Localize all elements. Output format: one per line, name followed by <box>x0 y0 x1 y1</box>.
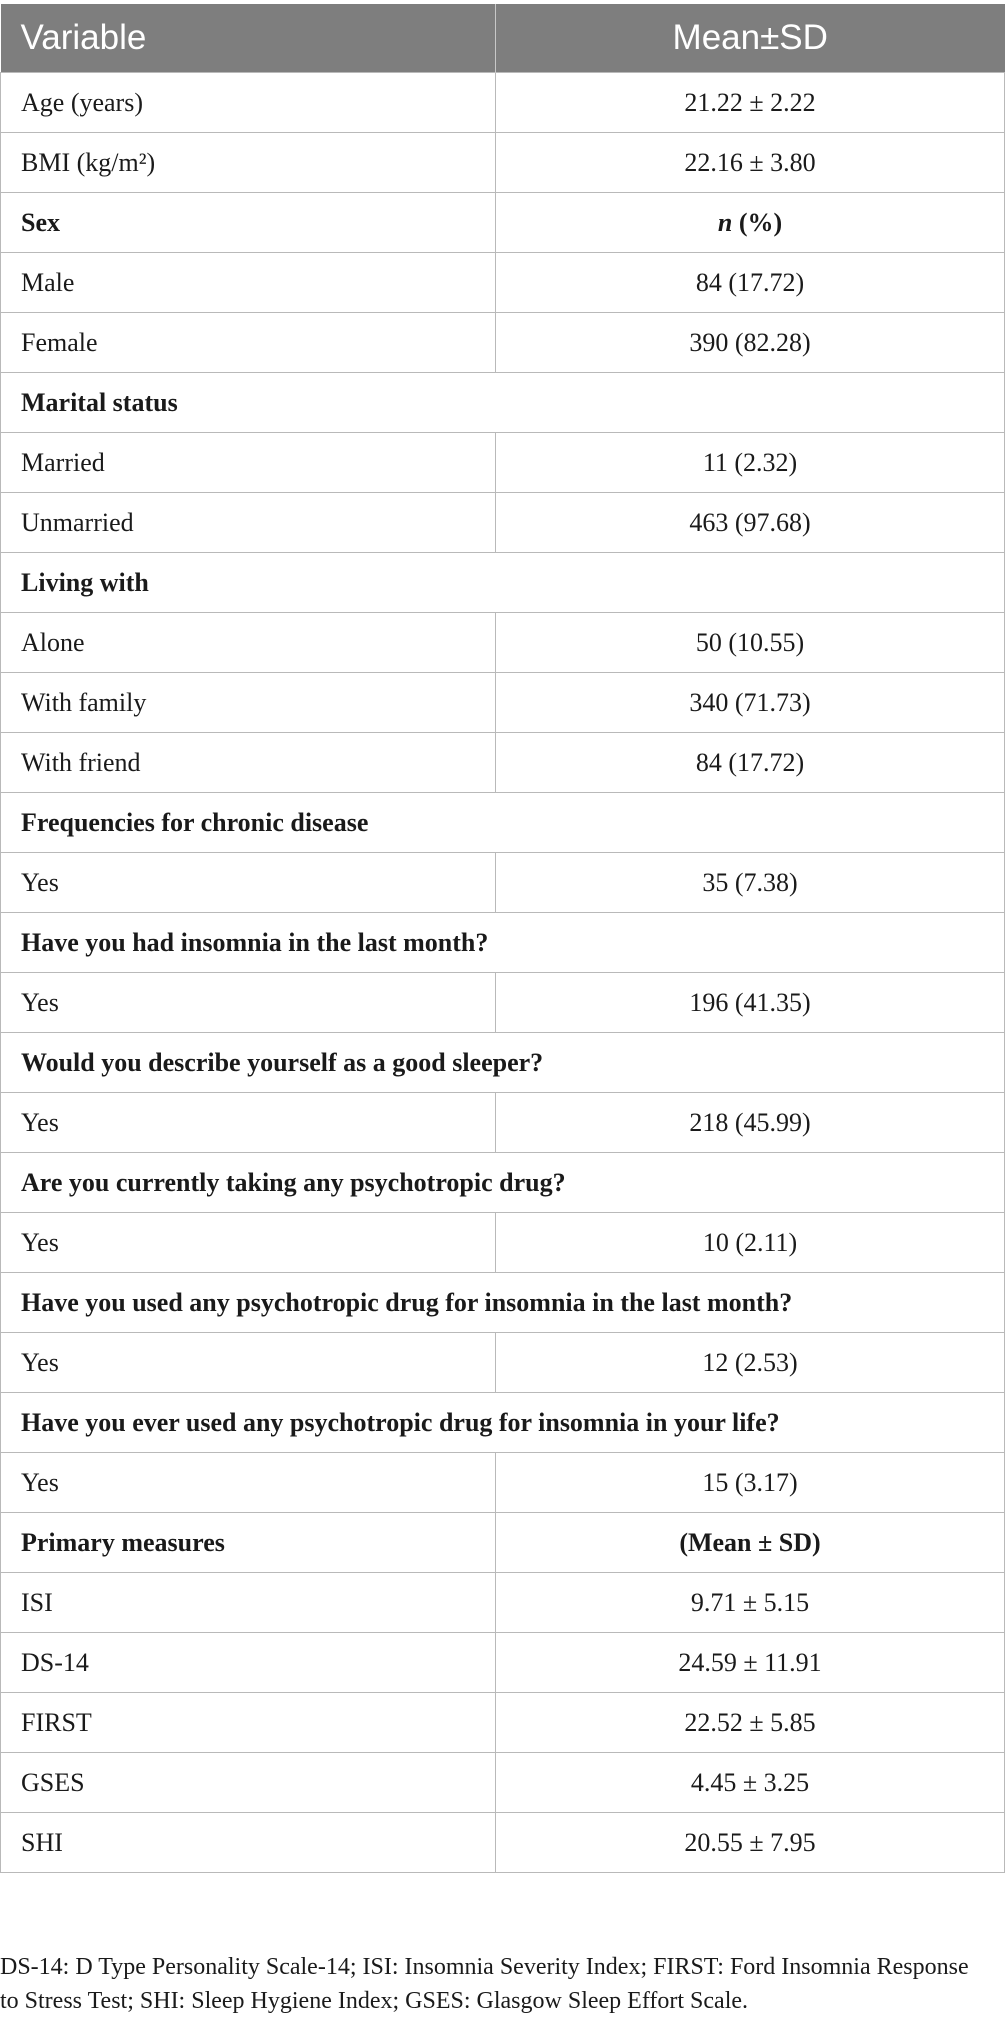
table-row <box>1 613 1005 673</box>
row-label: FIRST <box>1 1693 496 1753</box>
table-header <box>1 4 1005 73</box>
row-label: SHI <box>1 1813 496 1873</box>
header-row <box>1 4 1005 73</box>
row-label: GSES <box>1 1753 496 1813</box>
row-label: With family <box>1 673 496 733</box>
section-header-row <box>1 1153 1005 1213</box>
row-value: 50 (10.55) <box>496 613 1005 673</box>
table-row <box>1 1573 1005 1633</box>
section-label: Primary measures <box>1 1513 496 1573</box>
table-container <box>0 4 1005 1873</box>
section-label: Have you ever used any psychotropic drug for insomnia in your life? <box>1 1393 1005 1453</box>
section-label: Marital status <box>1 373 1005 433</box>
row-label: Yes <box>1 1093 496 1153</box>
table-row <box>1 493 1005 553</box>
section-label: Have you used any psychotropic drug for insomnia in the last month? <box>1 1273 1005 1333</box>
table-row <box>1 313 1005 373</box>
section-label: Have you had insomnia in the last month? <box>1 913 1005 973</box>
row-value: 463 (97.68) <box>496 493 1005 553</box>
row-label: Age (years) <box>1 73 496 133</box>
row-label: Yes <box>1 853 496 913</box>
row-label: Yes <box>1 1213 496 1273</box>
table-row <box>1 733 1005 793</box>
table-row <box>1 133 1005 193</box>
row-label: Yes <box>1 1333 496 1393</box>
row-label: Unmarried <box>1 493 496 553</box>
table-footnote: DS-14: D Type Personality Scale-14; ISI: Insomnia Severity Index; FIRST: Ford Insomnia Response to Stress Test; SHI: Sleep Hygiene Index; GSES: Glasgow Sleep Effort Scale. <box>0 1954 969 2014</box>
table-row <box>1 73 1005 133</box>
section-label: Would you describe yourself as a good sleeper? <box>1 1033 1005 1093</box>
table-row <box>1 1813 1005 1873</box>
row-label: Alone <box>1 613 496 673</box>
section-header-row <box>1 793 1005 853</box>
row-label: BMI (kg/m²) <box>1 133 496 193</box>
table-row <box>1 973 1005 1033</box>
row-value: 24.59 ± 11.91 <box>496 1633 1005 1693</box>
row-value: 12 (2.53) <box>496 1333 1005 1393</box>
row-value: 22.16 ± 3.80 <box>496 133 1005 193</box>
section-value: (Mean ± SD) <box>496 1513 1005 1573</box>
table-row <box>1 1753 1005 1813</box>
section-header-row <box>1 193 1005 253</box>
section-header-row <box>1 1513 1005 1573</box>
header-mean-sd: Mean±SD <box>496 4 1005 73</box>
row-value: 21.22 ± 2.22 <box>496 73 1005 133</box>
row-value: 9.71 ± 5.15 <box>496 1573 1005 1633</box>
row-value: 84 (17.72) <box>496 253 1005 313</box>
row-label: DS-14 <box>1 1633 496 1693</box>
table-row <box>1 433 1005 493</box>
section-header-row <box>1 1393 1005 1453</box>
header-variable: Variable <box>1 4 496 73</box>
n-symbol: n <box>717 207 733 237</box>
table-body <box>1 73 1005 1873</box>
section-header-row <box>1 1033 1005 1093</box>
section-label: Sex <box>1 193 496 253</box>
table-row <box>1 1693 1005 1753</box>
row-label: Yes <box>1 973 496 1033</box>
row-label: Yes <box>1 1453 496 1513</box>
section-label: Living with <box>1 553 1005 613</box>
row-label: With friend <box>1 733 496 793</box>
table-row <box>1 1453 1005 1513</box>
section-header-row <box>1 553 1005 613</box>
row-value: 4.45 ± 3.25 <box>496 1753 1005 1813</box>
row-label: Married <box>1 433 496 493</box>
row-value: 390 (82.28) <box>496 313 1005 373</box>
row-label: Female <box>1 313 496 373</box>
table-row <box>1 1093 1005 1153</box>
row-value: 84 (17.72) <box>496 733 1005 793</box>
section-label: Are you currently taking any psychotropic drug? <box>1 1153 1005 1213</box>
table-row <box>1 253 1005 313</box>
section-label: Frequencies for chronic disease <box>1 793 1005 853</box>
section-header-row <box>1 373 1005 433</box>
row-value: 22.52 ± 5.85 <box>496 1693 1005 1753</box>
table-row <box>1 673 1005 733</box>
demographics-table <box>0 4 1005 1873</box>
row-label: ISI <box>1 1573 496 1633</box>
row-value: 218 (45.99) <box>496 1093 1005 1153</box>
row-value: 10 (2.11) <box>496 1213 1005 1273</box>
table-row <box>1 1333 1005 1393</box>
section-header-row <box>1 913 1005 973</box>
table-row <box>1 1213 1005 1273</box>
row-value: 15 (3.17) <box>496 1453 1005 1513</box>
section-value: n (%) <box>496 193 1005 253</box>
row-value: 20.55 ± 7.95 <box>496 1813 1005 1873</box>
row-value: 340 (71.73) <box>496 673 1005 733</box>
row-value: 11 (2.32) <box>496 433 1005 493</box>
table-row <box>1 853 1005 913</box>
section-header-row <box>1 1273 1005 1333</box>
row-value: 196 (41.35) <box>496 973 1005 1033</box>
row-label: Male <box>1 253 496 313</box>
row-value: 35 (7.38) <box>496 853 1005 913</box>
table-row <box>1 1633 1005 1693</box>
